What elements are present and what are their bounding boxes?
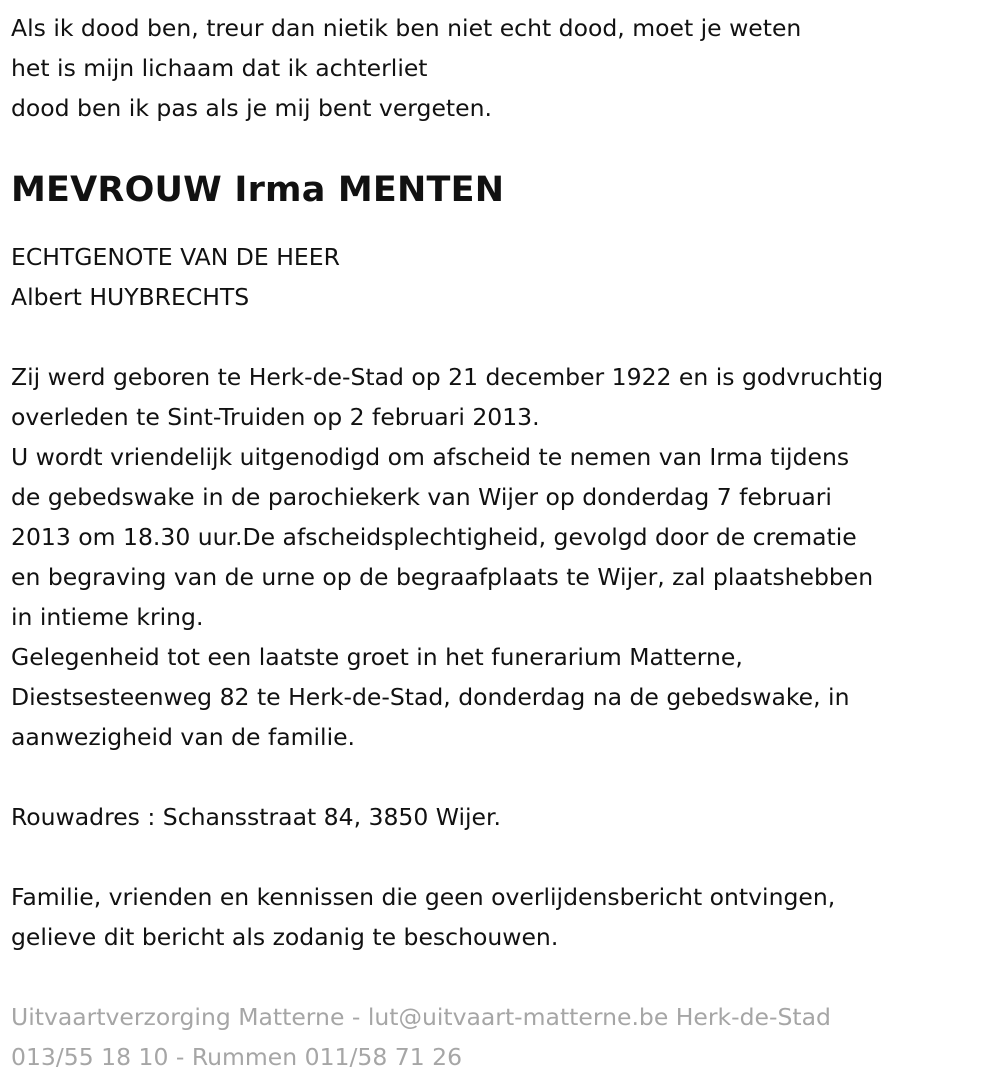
announcement-line: Gelegenheid tot een laatste groet in het funerarium Matterne,: [11, 643, 743, 672]
spacer: [11, 957, 1000, 997]
announcement-line: 2013 om 18.30 uur.De afscheidsplechtigheid, gevolgd door de crematie: [11, 523, 857, 552]
announcement-line: in intieme kring.: [11, 603, 204, 632]
spacer: [11, 757, 1000, 797]
notice-line-2: gelieve dit bericht als zodanig te beschouwen.: [11, 923, 559, 952]
funeral-home-footer: [11, 997, 1000, 1077]
footer-line-2: 013/55 18 10 - Rummen 011/58 71 26: [11, 1043, 463, 1072]
spacer: [11, 837, 1000, 877]
relation-line-1: ECHTGENOTE VAN DE HEER: [11, 243, 340, 272]
announcement-line: U wordt vriendelijk uitgenodigd om afscheid te nemen van Irma tijdens: [11, 443, 850, 472]
deceased-name: MEVROUW Irma MENTEN: [11, 170, 505, 210]
mourning-address: Rouwadres : Schansstraat 84, 3850 Wijer.: [11, 803, 501, 832]
poem-line-3: dood ben ik pas als je mij bent vergeten.: [11, 94, 492, 122]
announcement-line: de gebedswake in de parochiekerk van Wijer op donderdag 7 februari: [11, 483, 832, 512]
announcement-line: overleden te Sint-Truiden op 2 februari 2013.: [11, 403, 540, 432]
poem-line-2: het is mijn lichaam dat ik achterliet: [11, 54, 428, 82]
announcement-text: [11, 357, 1000, 757]
announcement-line: aanwezigheid van de familie.: [11, 723, 356, 752]
relation-line-2: Albert HUYBRECHTS: [11, 283, 250, 312]
poem: [11, 8, 1000, 128]
poem-line-1: Als ik dood ben, treur dan nietik ben niet echt dood, moet je weten: [11, 14, 802, 42]
announcement-line: Diestsesteenweg 82 te Herk-de-Stad, donderdag na de gebedswake, in: [11, 683, 850, 712]
footer-line-1: Uitvaartverzorging Matterne - lut@uitvaart-matterne.be Herk-de-Stad: [11, 1003, 831, 1032]
announcement-line: Zij werd geboren te Herk-de-Stad op 21 december 1922 en is godvruchtig: [11, 363, 884, 392]
spacer: [11, 317, 1000, 357]
announcement-line: en begraving van de urne op de begraafplaats te Wijer, zal plaatshebben: [11, 563, 874, 592]
notice-line-1: Familie, vrienden en kennissen die geen overlijdensbericht ontvingen,: [11, 883, 836, 912]
